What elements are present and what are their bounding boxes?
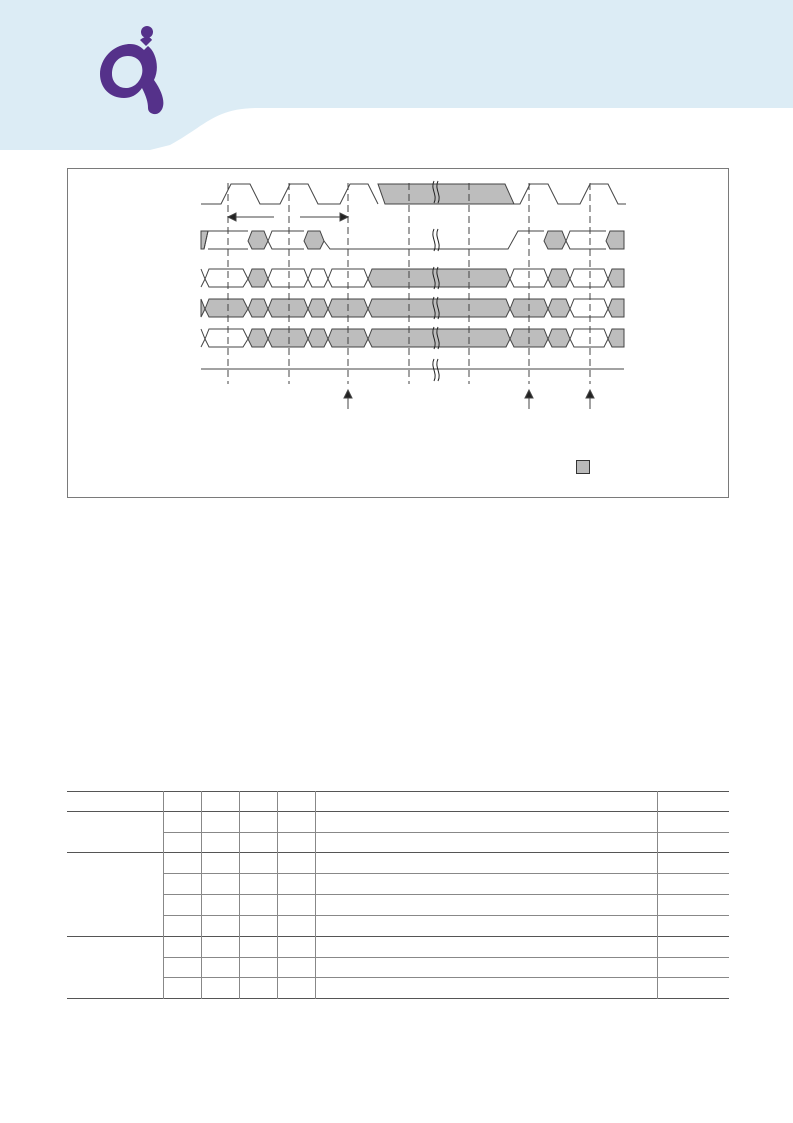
q-letter-logo-icon [94, 22, 170, 118]
truth-table [67, 791, 729, 999]
sample-arrows [344, 390, 594, 409]
period-arrows [228, 213, 348, 221]
timing-diagram [68, 169, 730, 499]
signal-row-1-shaded-burst [378, 184, 514, 204]
signal-row-2 [201, 231, 624, 249]
timing-guides [228, 183, 590, 384]
signal-row-1 [201, 184, 626, 204]
truth-table-grid [67, 791, 729, 999]
signal-row-5 [201, 329, 624, 347]
shaded-square-icon [576, 460, 590, 474]
timing-diagram-frame [67, 168, 729, 498]
signal-row-3 [201, 269, 624, 287]
signal-row-4 [201, 299, 624, 317]
